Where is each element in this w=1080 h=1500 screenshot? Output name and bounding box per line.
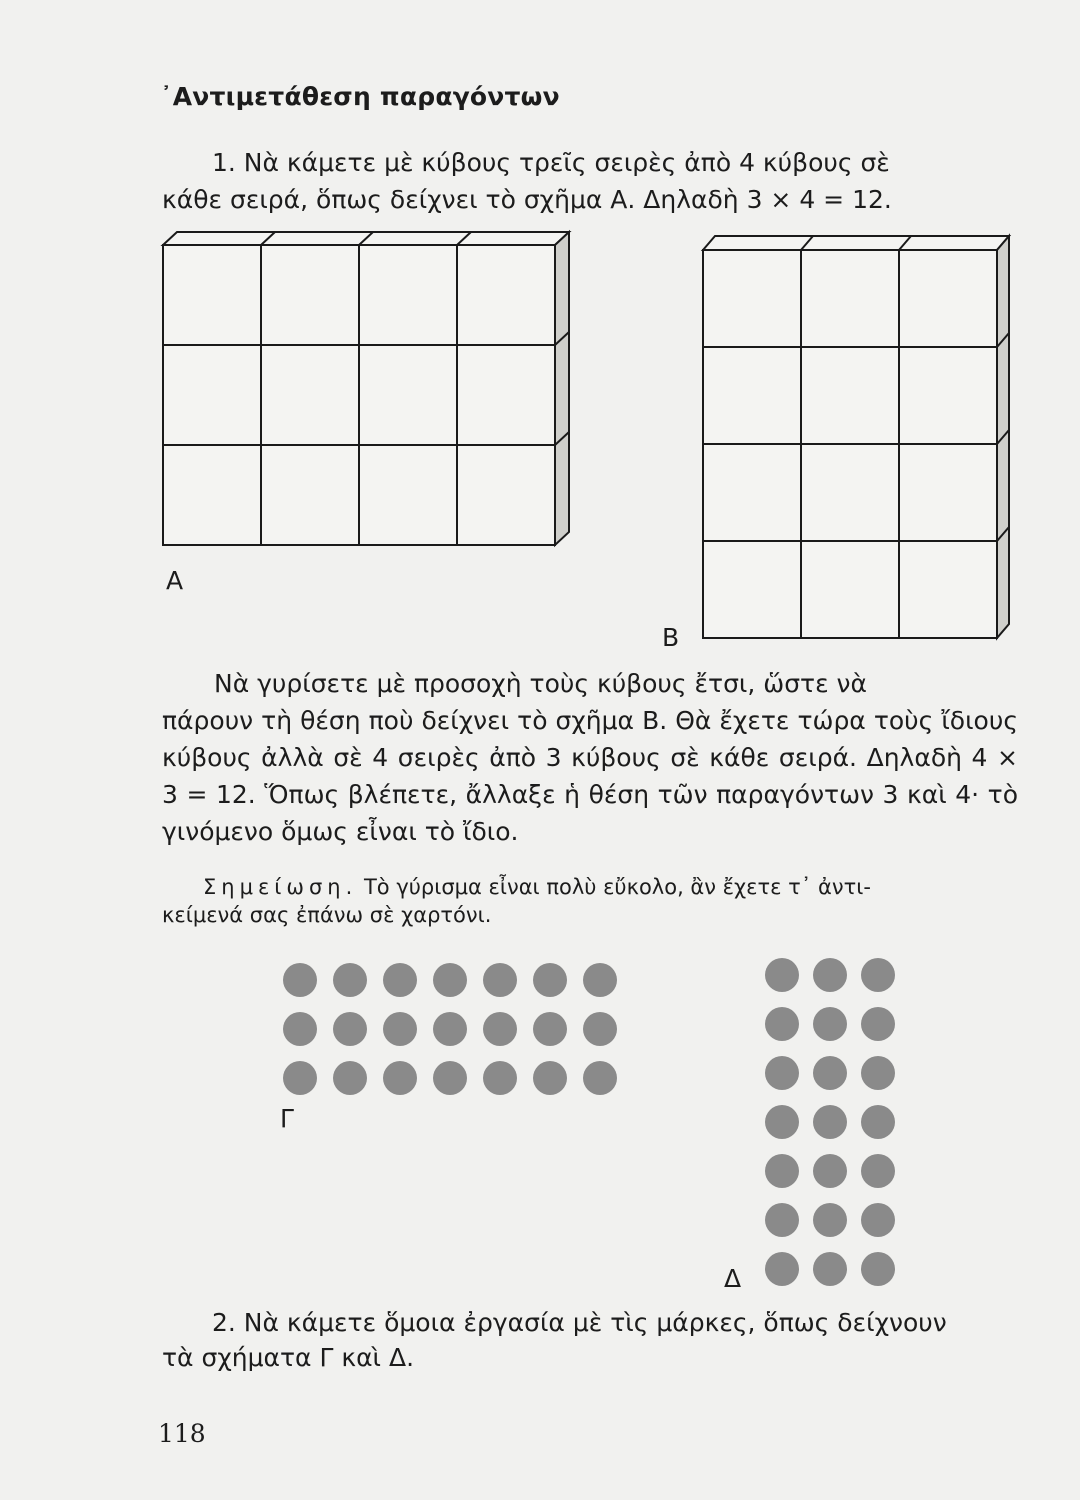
figure-delta-dot	[765, 1154, 799, 1188]
figure-gamma-dot	[433, 963, 467, 997]
figure-gamma-dot	[583, 963, 617, 997]
section-heading: ᾿Αντιμετάθεση παραγόντων	[160, 82, 560, 111]
figure-gamma-dot	[283, 1012, 317, 1046]
task2-line1: 2. Νὰ κάμετε ὅμοια ἐργασία μὲ τὶς μάρκες, ὅπως δείχνουν	[212, 1308, 947, 1337]
figure-gamma-dot	[533, 963, 567, 997]
figure-gamma-dot	[533, 1061, 567, 1095]
figure-gamma-dot	[333, 1012, 367, 1046]
figure-gamma-dot	[383, 1061, 417, 1095]
figure-b-top-face	[703, 236, 1009, 250]
figure-gamma-dot	[483, 1061, 517, 1095]
figure-a-label: Α	[166, 566, 184, 595]
figure-b-cube	[703, 444, 801, 541]
figure-a-side-face	[555, 232, 569, 545]
figure-delta-dot	[813, 1154, 847, 1188]
figure-gamma-dot	[583, 1012, 617, 1046]
figure-b-cube	[899, 347, 997, 444]
figure-delta-dot	[861, 1203, 895, 1237]
figure-gamma-dot	[583, 1061, 617, 1095]
figure-gamma-dot	[383, 963, 417, 997]
page-number: 118	[158, 1419, 206, 1448]
figure-a-cube	[261, 345, 359, 445]
figure-gamma-dot	[483, 963, 517, 997]
figure-gamma-dot	[283, 1061, 317, 1095]
figure-gamma-dot-grid	[283, 963, 617, 1095]
figure-delta-dot	[861, 1252, 895, 1286]
figure-gamma-dot	[383, 1012, 417, 1046]
figure-b-cube	[899, 444, 997, 541]
figure-delta-label: Δ	[724, 1264, 742, 1293]
figure-a-cube	[457, 245, 555, 345]
figure-gamma-dot	[433, 1012, 467, 1046]
figure-gamma-dot	[333, 963, 367, 997]
figure-b-cube	[801, 250, 899, 347]
figure-a-cube	[359, 245, 457, 345]
figure-delta-dot	[765, 1007, 799, 1041]
note-text: Τὸ γύρισμα εἶναι πολὺ εὔκολο, ἂν ἔχετε τ᾿ ἀντι-	[363, 875, 871, 899]
figure-a-cube	[359, 345, 457, 445]
figure-delta-dot	[861, 1007, 895, 1041]
figure-delta-dot	[765, 1056, 799, 1090]
task1-line1: 1. Νὰ κάμετε μὲ κύβους τρεῖς σειρὲς ἀπὸ 4 κύβους σὲ	[212, 148, 890, 177]
explanation-first-line: Νὰ γυρίσετε μὲ προσοχὴ τοὺς κύβους ἔτσι, ὥστε νὰ	[214, 669, 868, 698]
figure-delta-dot	[813, 1056, 847, 1090]
figure-delta-dot	[765, 958, 799, 992]
figure-a-cube-grid	[163, 232, 569, 545]
note-line1	[203, 872, 1035, 903]
figure-b-cube-grid	[703, 236, 1009, 638]
figure-b-cube	[703, 541, 801, 638]
figure-b-cube	[703, 347, 801, 444]
figure-delta-dot	[813, 1203, 847, 1237]
task2-line2: τὰ σχήματα Γ καὶ Δ.	[162, 1343, 415, 1372]
figure-a-cube	[163, 245, 261, 345]
figure-b-cube	[801, 541, 899, 638]
figure-b-cube	[801, 347, 899, 444]
figure-delta-dot	[813, 958, 847, 992]
figure-gamma-dot	[283, 963, 317, 997]
figure-a-cube	[163, 445, 261, 545]
explanation-paragraph	[162, 665, 1018, 850]
figure-delta-dot	[765, 1252, 799, 1286]
figure-a-cube	[163, 345, 261, 445]
task1-line2: κάθε σειρά, ὅπως δείχνει τὸ σχῆμα Α. Δηλαδὴ 3 × 4 = 12.	[162, 185, 892, 214]
figure-delta-dot	[861, 1154, 895, 1188]
figure-gamma-dot	[333, 1061, 367, 1095]
note-line2: κείμενά σας ἐπάνω σὲ χαρτόνι.	[162, 903, 492, 927]
figure-delta-dot	[861, 1105, 895, 1139]
figure-a-cube	[457, 445, 555, 545]
figure-b-cube	[899, 541, 997, 638]
figure-a-cube	[261, 245, 359, 345]
figure-a-cube	[261, 445, 359, 545]
figure-gamma-dot	[433, 1061, 467, 1095]
explanation-rest: πάρουν τὴ θέση ποὺ δείχνει τὸ σχῆμα Β. Θὰ ἔχετε τώρα τοὺς ἴδιους κύβους ἀλλὰ σὲ 4 σειρὲς ἀπὸ 3 κύβους σὲ κάθε σειρά. Δηλαδὴ 4 × 3 = 12. Ὅπως βλέπετε, ἄλλαξε ἡ θέση τῶν παραγόντων 3 καὶ 4· τὸ γινόμενο ὅμως εἶναι τὸ ἴδιο.	[162, 706, 1018, 846]
figure-gamma-dot	[533, 1012, 567, 1046]
figure-delta-dot	[813, 1252, 847, 1286]
figure-b-cube	[899, 250, 997, 347]
figure-b-cube	[703, 250, 801, 347]
figure-delta-dot	[765, 1203, 799, 1237]
figure-delta-dot-grid	[765, 958, 895, 1286]
figure-delta-dot	[861, 1056, 895, 1090]
figure-gamma-label: Γ	[280, 1104, 294, 1133]
figure-a-cube	[359, 445, 457, 545]
figure-delta-dot	[861, 958, 895, 992]
figure-gamma-dot	[483, 1012, 517, 1046]
figure-b-label: Β	[662, 623, 680, 652]
note-label: Σημείωση.	[203, 875, 358, 899]
figure-delta-dot	[813, 1105, 847, 1139]
figure-delta-dot	[813, 1007, 847, 1041]
figure-a-cube	[457, 345, 555, 445]
figure-delta-dot	[765, 1105, 799, 1139]
figure-b-cube	[801, 444, 899, 541]
